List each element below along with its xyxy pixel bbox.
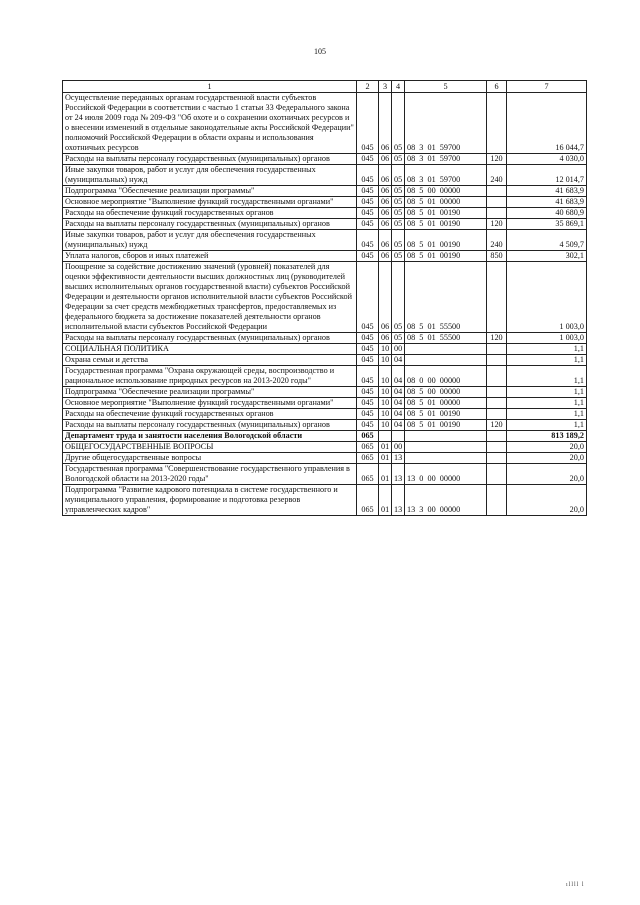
cell-g: 045 bbox=[357, 262, 379, 333]
header-cell: 4 bbox=[392, 81, 405, 93]
cell-pr: 13 bbox=[392, 464, 405, 485]
cell-csr: 08 3 01 59700 bbox=[405, 154, 487, 165]
cell-csr: 08 5 01 00190 bbox=[405, 251, 487, 262]
cell-g: 065 bbox=[357, 431, 379, 442]
cell-name: Поощрение за содействие достижению значений (уровней) показателей для оценки эффективности деятельности высших должностных лиц (руководителей высших исполнительных органов государственной власти) субъектов Российской Федерации и деятельности органов исполнительной власти субъектов Российской Федерации за счет средств межбюджетных трансфертов, предоставляемых из федерального бюджета за достижение показателей деятельности органов исполнительной власти субъектов Российской Федерации bbox=[63, 262, 357, 333]
cell-sum: 1,1 bbox=[507, 344, 587, 355]
cell-g: 045 bbox=[357, 197, 379, 208]
cell-sum: 16 044,7 bbox=[507, 93, 587, 154]
cell-csr bbox=[405, 344, 487, 355]
cell-rz: 10 bbox=[379, 420, 392, 431]
cell-sum: 1,1 bbox=[507, 398, 587, 409]
cell-name: Расходы на выплаты персоналу государственных (муниципальных) органов bbox=[63, 420, 357, 431]
cell-sum: 302,1 bbox=[507, 251, 587, 262]
table-row bbox=[63, 154, 587, 165]
cell-g: 045 bbox=[357, 387, 379, 398]
header-cell: 6 bbox=[487, 81, 507, 93]
table-row bbox=[63, 230, 587, 251]
header-cell: 2 bbox=[357, 81, 379, 93]
cell-rz bbox=[379, 431, 392, 442]
cell-sum: 1,1 bbox=[507, 355, 587, 366]
table-row bbox=[63, 208, 587, 219]
cell-sum: 41 683,9 bbox=[507, 186, 587, 197]
table-row bbox=[63, 251, 587, 262]
cell-g: 045 bbox=[357, 154, 379, 165]
cell-csr: 13 0 00 00000 bbox=[405, 464, 487, 485]
cell-csr: 13 3 00 00000 bbox=[405, 485, 487, 516]
budget-table bbox=[62, 80, 587, 516]
cell-pr: 05 bbox=[392, 262, 405, 333]
cell-sum: 4 030,0 bbox=[507, 154, 587, 165]
table-row bbox=[63, 387, 587, 398]
cell-name: СОЦИАЛЬНАЯ ПОЛИТИКА bbox=[63, 344, 357, 355]
cell-csr bbox=[405, 355, 487, 366]
cell-pr: 13 bbox=[392, 485, 405, 516]
cell-sum: 40 680,9 bbox=[507, 208, 587, 219]
cell-g: 045 bbox=[357, 208, 379, 219]
cell-g: 065 bbox=[357, 453, 379, 464]
header-cell: 7 bbox=[507, 81, 587, 93]
cell-g: 045 bbox=[357, 344, 379, 355]
cell-sum: 20,0 bbox=[507, 464, 587, 485]
cell-pr: 05 bbox=[392, 333, 405, 344]
cell-vr: 120 bbox=[487, 333, 507, 344]
table-row bbox=[63, 409, 587, 420]
cell-vr bbox=[487, 197, 507, 208]
cell-csr: 08 0 00 00000 bbox=[405, 366, 487, 387]
cell-pr: 05 bbox=[392, 208, 405, 219]
cell-vr bbox=[487, 262, 507, 333]
cell-name: Государственная программа "Охрана окружающей среды, воспроизводство и рациональное использование природных ресурсов на 2013-2020 годы" bbox=[63, 366, 357, 387]
cell-csr: 08 3 01 59700 bbox=[405, 93, 487, 154]
cell-g: 045 bbox=[357, 93, 379, 154]
cell-vr bbox=[487, 186, 507, 197]
cell-pr: 05 bbox=[392, 154, 405, 165]
cell-rz: 10 bbox=[379, 366, 392, 387]
cell-csr: 08 5 01 00190 bbox=[405, 420, 487, 431]
cell-rz: 01 bbox=[379, 485, 392, 516]
table-row bbox=[63, 93, 587, 154]
cell-sum: 1,1 bbox=[507, 387, 587, 398]
table-row bbox=[63, 197, 587, 208]
cell-g: 045 bbox=[357, 398, 379, 409]
cell-g: 045 bbox=[357, 219, 379, 230]
cell-name: Подпрограмма "Обеспечение реализации программы" bbox=[63, 186, 357, 197]
cell-csr: 08 5 01 00190 bbox=[405, 230, 487, 251]
table-row bbox=[63, 431, 587, 442]
cell-name: Расходы на обеспечение функций государственных органов bbox=[63, 208, 357, 219]
cell-name: Подпрограмма "Обеспечение реализации программы" bbox=[63, 387, 357, 398]
cell-rz: 06 bbox=[379, 219, 392, 230]
cell-vr bbox=[487, 355, 507, 366]
cell-vr bbox=[487, 442, 507, 453]
cell-g: 045 bbox=[357, 355, 379, 366]
cell-pr: 05 bbox=[392, 251, 405, 262]
table-row bbox=[63, 420, 587, 431]
cell-pr: 05 bbox=[392, 197, 405, 208]
cell-name: Иные закупки товаров, работ и услуг для обеспечения государственных (муниципальных) нужд bbox=[63, 165, 357, 186]
cell-g: 045 bbox=[357, 251, 379, 262]
cell-sum: 813 189,2 bbox=[507, 431, 587, 442]
cell-sum: 1,1 bbox=[507, 366, 587, 387]
cell-sum: 4 509,7 bbox=[507, 230, 587, 251]
cell-g: 045 bbox=[357, 420, 379, 431]
cell-name: Расходы на выплаты персоналу государственных (муниципальных) органов bbox=[63, 219, 357, 230]
cell-rz: 06 bbox=[379, 165, 392, 186]
cell-sum: 1 003,0 bbox=[507, 262, 587, 333]
cell-vr bbox=[487, 344, 507, 355]
cell-name: Иные закупки товаров, работ и услуг для обеспечения государственных (муниципальных) нужд bbox=[63, 230, 357, 251]
cell-g: 045 bbox=[357, 186, 379, 197]
cell-sum: 41 683,9 bbox=[507, 197, 587, 208]
header-row bbox=[63, 81, 587, 93]
cell-pr: 04 bbox=[392, 355, 405, 366]
cell-name: Департамент труда и занятости населения Вологодской области bbox=[63, 431, 357, 442]
table-row bbox=[63, 344, 587, 355]
cell-name: Основное мероприятие "Выполнение функций государственными органами" bbox=[63, 398, 357, 409]
cell-rz: 06 bbox=[379, 93, 392, 154]
cell-pr: 13 bbox=[392, 453, 405, 464]
cell-csr: 08 5 01 55500 bbox=[405, 262, 487, 333]
cell-vr: 240 bbox=[487, 230, 507, 251]
cell-rz: 06 bbox=[379, 208, 392, 219]
cell-vr bbox=[487, 485, 507, 516]
table-row bbox=[63, 219, 587, 230]
header-cell: 1 bbox=[63, 81, 357, 93]
cell-rz: 10 bbox=[379, 355, 392, 366]
cell-pr: 05 bbox=[392, 165, 405, 186]
cell-csr: 08 5 01 00190 bbox=[405, 219, 487, 230]
cell-csr: 08 3 01 59700 bbox=[405, 165, 487, 186]
cell-name: Расходы на выплаты персоналу государственных (муниципальных) органов bbox=[63, 154, 357, 165]
cell-vr: 120 bbox=[487, 154, 507, 165]
table-row bbox=[63, 442, 587, 453]
cell-g: 065 bbox=[357, 442, 379, 453]
cell-name: Расходы на обеспечение функций государственных органов bbox=[63, 409, 357, 420]
cell-pr: 05 bbox=[392, 230, 405, 251]
cell-pr: 00 bbox=[392, 344, 405, 355]
cell-vr: 240 bbox=[487, 165, 507, 186]
cell-rz: 10 bbox=[379, 398, 392, 409]
cell-vr bbox=[487, 464, 507, 485]
cell-g: 045 bbox=[357, 333, 379, 344]
cell-name: Расходы на выплаты персоналу государственных (муниципальных) органов bbox=[63, 333, 357, 344]
cell-rz: 06 bbox=[379, 197, 392, 208]
cell-sum: 20,0 bbox=[507, 442, 587, 453]
cell-rz: 01 bbox=[379, 442, 392, 453]
cell-g: 065 bbox=[357, 485, 379, 516]
cell-pr: 04 bbox=[392, 409, 405, 420]
cell-name: Уплата налогов, сборов и иных платежей bbox=[63, 251, 357, 262]
cell-sum: 1 003,0 bbox=[507, 333, 587, 344]
page-number: 105 bbox=[314, 47, 326, 56]
cell-csr: 08 5 01 00190 bbox=[405, 208, 487, 219]
cell-pr bbox=[392, 431, 405, 442]
cell-csr: 08 5 00 00000 bbox=[405, 186, 487, 197]
cell-g: 045 bbox=[357, 230, 379, 251]
cell-pr: 00 bbox=[392, 442, 405, 453]
cell-vr bbox=[487, 398, 507, 409]
cell-vr bbox=[487, 453, 507, 464]
cell-rz: 06 bbox=[379, 230, 392, 251]
cell-name: Государственная программа "Совершенствование государственного управления в Вологодской области на 2013-2020 годы" bbox=[63, 464, 357, 485]
table-row bbox=[63, 398, 587, 409]
cell-rz: 10 bbox=[379, 344, 392, 355]
cell-csr: 08 5 01 55500 bbox=[405, 333, 487, 344]
cell-csr: 08 5 00 00000 bbox=[405, 387, 487, 398]
cell-pr: 04 bbox=[392, 366, 405, 387]
cell-vr bbox=[487, 409, 507, 420]
cell-name: Основное мероприятие "Выполнение функций государственными органами" bbox=[63, 197, 357, 208]
cell-sum: 1,1 bbox=[507, 420, 587, 431]
cell-rz: 06 bbox=[379, 186, 392, 197]
cell-name: ОБЩЕГОСУДАРСТВЕННЫЕ ВОПРОСЫ bbox=[63, 442, 357, 453]
cell-pr: 05 bbox=[392, 186, 405, 197]
cell-vr: 120 bbox=[487, 420, 507, 431]
table-row bbox=[63, 453, 587, 464]
cell-csr bbox=[405, 453, 487, 464]
table-row bbox=[63, 165, 587, 186]
cell-vr bbox=[487, 387, 507, 398]
table-row bbox=[63, 186, 587, 197]
cell-name: Другие общегосударственные вопросы bbox=[63, 453, 357, 464]
table-row bbox=[63, 485, 587, 516]
table-row bbox=[63, 262, 587, 333]
cell-rz: 01 bbox=[379, 453, 392, 464]
table-row bbox=[63, 366, 587, 387]
cell-vr: 120 bbox=[487, 219, 507, 230]
cell-sum: 20,0 bbox=[507, 453, 587, 464]
cell-pr: 05 bbox=[392, 219, 405, 230]
cell-rz: 10 bbox=[379, 387, 392, 398]
cell-name: Охрана семьи и детства bbox=[63, 355, 357, 366]
table-row bbox=[63, 464, 587, 485]
cell-csr: 08 5 01 00000 bbox=[405, 398, 487, 409]
cell-pr: 04 bbox=[392, 398, 405, 409]
cell-csr: 08 5 01 00190 bbox=[405, 409, 487, 420]
header-cell: 5 bbox=[405, 81, 487, 93]
cell-pr: 05 bbox=[392, 93, 405, 154]
cell-g: 045 bbox=[357, 366, 379, 387]
cell-sum: 12 014,7 bbox=[507, 165, 587, 186]
cell-rz: 01 bbox=[379, 464, 392, 485]
cell-rz: 10 bbox=[379, 409, 392, 420]
cell-pr: 04 bbox=[392, 420, 405, 431]
header-cell: 3 bbox=[379, 81, 392, 93]
cell-vr: 850 bbox=[487, 251, 507, 262]
cell-vr bbox=[487, 431, 507, 442]
cell-csr bbox=[405, 442, 487, 453]
scanner-mark: ıllll l bbox=[566, 882, 585, 888]
cell-vr bbox=[487, 366, 507, 387]
cell-g: 045 bbox=[357, 409, 379, 420]
cell-rz: 06 bbox=[379, 262, 392, 333]
cell-sum: 1,1 bbox=[507, 409, 587, 420]
cell-vr bbox=[487, 93, 507, 154]
cell-name: Осуществление переданных органам государственной власти субъектов Российской Федерации в соответствии с частью 1 статьи 33 Федерального закона от 24 июля 2009 года № 209-ФЗ "Об охоте и о сохранении охотничьих ресурсов и о внесении изменений в отдельные законодательные акты Российской Федерации" полномочий Российской Федерации в области охраны и использования охотничьих ресурсов bbox=[63, 93, 357, 154]
cell-g: 045 bbox=[357, 165, 379, 186]
cell-sum: 35 869,1 bbox=[507, 219, 587, 230]
cell-csr: 08 5 01 00000 bbox=[405, 197, 487, 208]
cell-rz: 06 bbox=[379, 333, 392, 344]
cell-vr bbox=[487, 208, 507, 219]
cell-pr: 04 bbox=[392, 387, 405, 398]
cell-csr bbox=[405, 431, 487, 442]
table-row bbox=[63, 355, 587, 366]
cell-g: 065 bbox=[357, 464, 379, 485]
cell-rz: 06 bbox=[379, 154, 392, 165]
cell-sum: 20,0 bbox=[507, 485, 587, 516]
table-row bbox=[63, 333, 587, 344]
cell-rz: 06 bbox=[379, 251, 392, 262]
cell-name: Подпрограмма "Развитие кадрового потенциала в системе государственного и муниципального управления, формирование и подготовка резервов управленческих кадров" bbox=[63, 485, 357, 516]
